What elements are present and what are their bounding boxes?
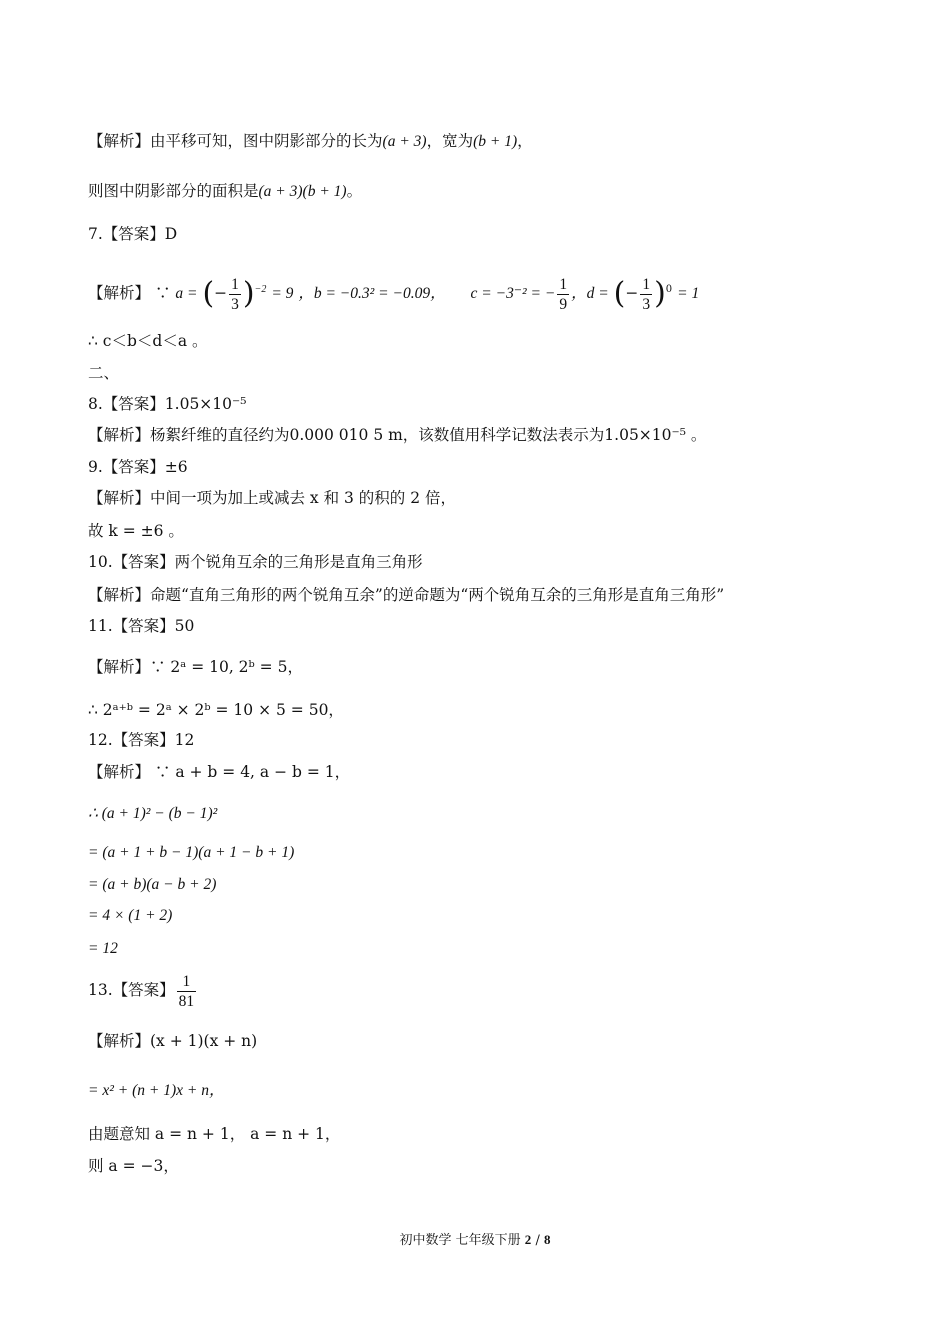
q11-conclusion: ∴ 2ᵃ⁺ᵇ = 2ᵃ × 2ᵇ = 10 × 5 = 50， <box>88 701 344 719</box>
q6-area-expr: (a + 3)(b + 1) <box>258 183 347 200</box>
q12-step2: = (a + 1 + b − 1)(a + 1 − b + 1) <box>88 844 295 861</box>
q6-analysis-text2: ，宽为 <box>426 132 474 150</box>
footer-separator: / <box>535 1233 540 1248</box>
q7-a-value: = 9 <box>271 285 294 303</box>
q7-c-frac-num: 1 <box>559 275 568 293</box>
q7-d-expr: ，d = <box>571 285 609 303</box>
q7-c-frac-den: 9 <box>559 295 568 313</box>
q7-d-exponent: 0 <box>665 284 673 295</box>
q6-width-expr: (b + 1) <box>473 133 518 150</box>
q13-answer <box>88 970 198 1011</box>
q7-conclusion: ∴ c＜b＜d＜a 。 <box>88 332 208 350</box>
q12-analysis: 【解析】 ∵ a + b = 4, a − b = 1， <box>88 763 351 781</box>
q7-d-frac-num: 1 <box>642 275 651 293</box>
q6-length-expr: (a + 3) <box>382 133 427 150</box>
q13-step1: = x² + (n + 1)x + n， <box>88 1082 225 1099</box>
q6-analysis-label: 【解析】 <box>88 132 151 150</box>
q6-line2-end: 。 <box>346 182 363 200</box>
q7-a-exponent: −2 <box>254 284 267 295</box>
q12-step5: = 12 <box>88 940 118 957</box>
q7-b-expr: ，b = −0.3² = −0.09， <box>298 285 446 303</box>
q12-step4: = 4 × (1 + 2) <box>88 907 173 924</box>
q10-answer: 10.【答案】两个锐角互余的三角形是直角三角形 <box>88 553 423 571</box>
q13-answer-num: 1 <box>177 972 197 992</box>
footer-course: 初中数学 七年级下册 <box>399 1233 521 1248</box>
q6-analysis-line1 <box>88 130 533 153</box>
q9-conclusion: 故 k = ±6 。 <box>88 522 184 540</box>
q7-analysis: 【解析】 ∵ a = (− $\frac{1}{3}$ )$^{-2}$ = 9 ，b = −0.3² = −0.09， c = −3⁻² = − $\frac{1}{9}$ ，d = (− $\frac{1}{3}$ )$^0$ = 1 <box>88 275 700 313</box>
q13-analysis: 【解析】(x + 1)(x + n) <box>88 1032 258 1050</box>
q11-answer: 11.【答案】50 <box>88 617 195 635</box>
q7-answer: 7.【答案】D <box>88 225 178 243</box>
q12-answer: 12.【答案】12 <box>88 731 195 749</box>
q6-analysis-text1: 由平移可知，图中阴影部分的长为 <box>150 132 383 150</box>
footer-total-pages: 8 <box>543 1232 551 1247</box>
section-two-heading: 二、 <box>88 364 120 382</box>
q13-step2: 由题意知 a = n + 1， a = n + 1， <box>88 1125 341 1143</box>
q12-step1: ∴ (a + 1)² − (b − 1)² <box>88 805 218 822</box>
q7-a-fraction <box>229 275 241 314</box>
q11-analysis: 【解析】∵ 2ᵃ = 10, 2ᵇ = 5， <box>88 658 303 676</box>
q8-answer: 8.【答案】1.05×10⁻⁵ <box>88 395 247 413</box>
q7-c-expr: c = −3⁻² = − <box>470 285 556 303</box>
q10-analysis: 【解析】命题“直角三角形的两个锐角互余”的逆命题为“两个锐角互余的三角形是直角三角形” <box>88 586 725 604</box>
q13-answer-fraction <box>177 972 197 1011</box>
q7-analysis-label: 【解析】 <box>88 284 151 303</box>
q8-analysis: 【解析】杨絮纤维的直径约为0.000 010 5 m，该数值用科学记数法表示为1.05×10⁻⁵ 。 <box>88 426 707 444</box>
q6-line1-end: ， <box>517 132 533 150</box>
q13-step3: 则 a = −3， <box>88 1157 179 1175</box>
q7-d-value: = 1 <box>677 285 700 303</box>
q7-a-frac-num: 1 <box>231 275 239 293</box>
q7-a-expr: a = <box>175 285 198 303</box>
q6-analysis-line2 <box>88 180 362 203</box>
q6-analysis-text3: 则图中阴影部分的面积是 <box>88 182 259 200</box>
q7-because: ∵ <box>154 284 171 303</box>
page-footer <box>0 1229 950 1248</box>
q12-step3: = (a + b)(a − b + 2) <box>88 876 217 893</box>
q9-analysis: 【解析】中间一项为加上或减去 x 和 3 的积的 2 倍， <box>88 489 457 507</box>
q9-answer: 9.【答案】±6 <box>88 458 188 476</box>
footer-page-number: 2 <box>524 1232 532 1247</box>
q13-answer-label: 13.【答案】 <box>88 981 175 999</box>
q7-d-fraction <box>640 275 652 314</box>
q13-answer-den: 81 <box>178 992 195 1010</box>
q7-c-fraction <box>557 275 569 314</box>
q7-a-frac-den: 3 <box>231 295 239 313</box>
q7-d-frac-den: 3 <box>642 295 651 313</box>
